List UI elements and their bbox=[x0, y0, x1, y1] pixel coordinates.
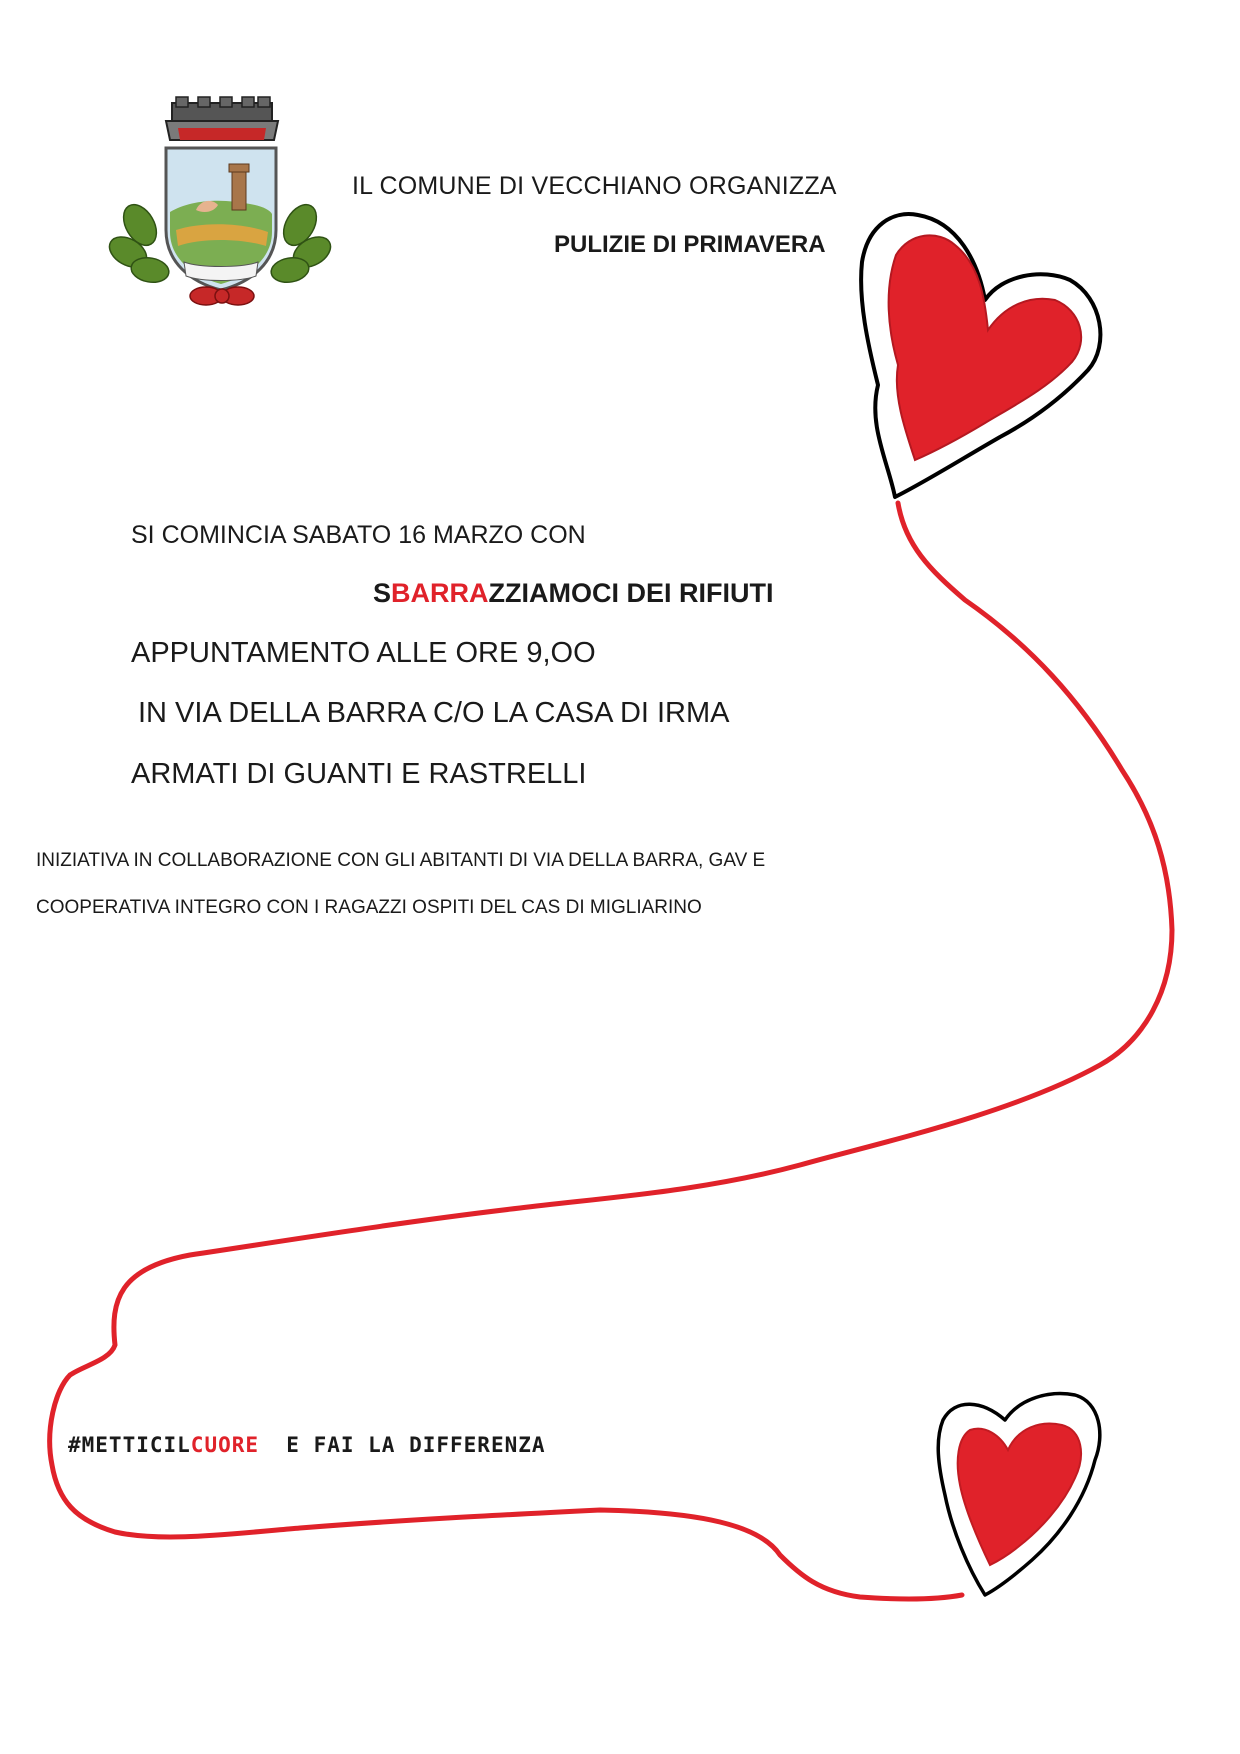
slogan-part: S bbox=[373, 578, 392, 608]
appointment-line: APPUNTAMENTO ALLE ORE 9,OO bbox=[131, 637, 596, 669]
hashtag-line bbox=[68, 1433, 546, 1457]
municipal-coat-of-arms-icon bbox=[104, 97, 336, 305]
event-title: PULIZIE DI PRIMAVERA bbox=[554, 231, 826, 258]
slogan-part: ZZIAMOCI DEI RIFIUTI bbox=[488, 578, 774, 608]
location-line: IN VIA DELLA BARRA C/O LA CASA DI IRMA bbox=[138, 697, 730, 729]
slogan-part-highlight: BARRA bbox=[391, 578, 489, 608]
slogan bbox=[373, 578, 774, 609]
hashtag-part: #METTICIL bbox=[68, 1433, 191, 1457]
start-date-line: SI COMINCIA SABATO 16 MARZO CON bbox=[131, 521, 586, 549]
collaboration-line-2: COOPERATIVA INTEGRO CON I RAGAZZI OSPITI DEL CAS DI MIGLIARINO bbox=[36, 897, 702, 918]
equipment-line: ARMATI DI GUANTI E RASTRELLI bbox=[131, 758, 587, 790]
organizer-line: IL COMUNE DI VECCHIANO ORGANIZZA bbox=[352, 172, 837, 200]
collaboration-line-1: INIZIATIVA IN COLLABORAZIONE CON GLI ABITANTI DI VIA DELLA BARRA, GAV E bbox=[36, 850, 766, 871]
heart-bottom-icon bbox=[938, 1394, 1100, 1595]
hashtag-part: E FAI LA DIFFERENZA bbox=[259, 1433, 546, 1457]
hashtag-part-highlight: CUORE bbox=[190, 1433, 260, 1457]
heart-top-icon bbox=[861, 214, 1100, 497]
